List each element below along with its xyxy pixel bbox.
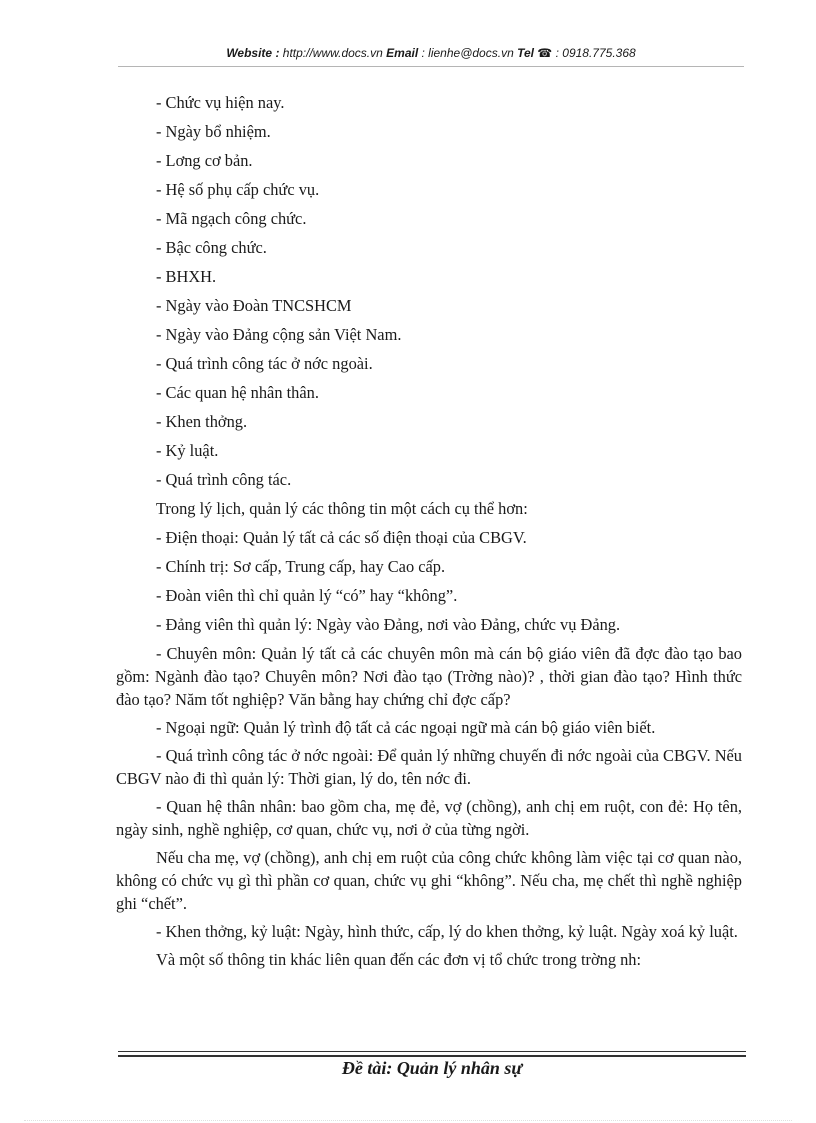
list-item: - Khen thởng. — [156, 412, 248, 431]
paragraph: - Quá trình công tác ở nớc ngoài: Để quản lý những chuyến đi nớc ngoài của CBGV. Nếu CBGV nào đi thì quản lý: Thời gian, lý do, tên nớc đi. — [116, 746, 742, 788]
list-item: - Quá trình công tác. — [156, 470, 292, 489]
tel-number: : 0918.775.368 — [555, 46, 636, 60]
paragraph: Nếu cha mẹ, vợ (chồng), anh chị em ruột của công chức không làm việc tại cơ quan nào, không có chức vụ gì thì phần cơ quan, chức vụ ghi “không”. Nếu cha, mẹ chết thì nghề nghiệp ghi “chết”. — [116, 848, 742, 913]
email-label: Email — [386, 46, 419, 60]
document-body — [116, 88, 742, 971]
list-item: - Kỷ luật. — [156, 441, 219, 460]
list-item: - Lơng cơ bản. — [156, 151, 253, 170]
page-header — [118, 46, 744, 60]
list-item: - Điện thoại: Quản lý tất cả các số điện thoại của CBGV. — [156, 528, 527, 547]
paragraph: - Chuyên môn: Quản lý tất cả các chuyên môn mà cán bộ giáo viên đã đợc đào tạo bao gồm: Ngành đào tạo? Chuyên môn? Nơi đào tạo (Trờng nào)? , thời gian đào tạo? Hình thức đào tạo? Năm tốt nghiệp? Văn bằng hay chứng chỉ đợc cấp? — [116, 644, 742, 709]
paragraph: - Ngoại ngữ: Quản lý trình độ tất cả các ngoại ngữ mà cán bộ giáo viên biết. — [156, 718, 656, 737]
page-bottom-border — [24, 1120, 792, 1121]
list-item: - Chức vụ hiện nay. — [156, 93, 285, 112]
list-item: - Quá trình công tác ở nớc ngoài. — [156, 354, 373, 373]
website-url[interactable]: http://www.docs.vn — [279, 46, 387, 60]
tel-label: Tel ☎ — [517, 46, 553, 60]
list-item: - Ngày bổ nhiệm. — [156, 122, 271, 141]
email-address[interactable]: : lienhe@docs.vn — [418, 46, 518, 60]
footer-divider-thick — [118, 1055, 746, 1057]
intro-line: Trong lý lịch, quản lý các thông tin một cách cụ thể hơn: — [156, 499, 528, 518]
website-label: Website : — [226, 46, 280, 60]
list-item: - Hệ số phụ cấp chức vụ. — [156, 180, 320, 199]
list-item: - Các quan hệ nhân thân. — [156, 383, 319, 402]
paragraph: - Quan hệ thân nhân: bao gồm cha, mẹ đẻ, vợ (chồng), anh chị em ruột, con đẻ: Họ tên, ngày sinh, nghề nghiệp, cơ quan, chức vụ, nơi ở của từng ngời. — [116, 797, 742, 839]
paragraph: - Khen thởng, kỷ luật: Ngày, hình thức, cấp, lý do khen thởng, kỷ luật. Ngày xoá kỷ luật. — [156, 922, 738, 941]
footer-divider — [118, 1051, 746, 1052]
list-item: - Bậc công chức. — [156, 238, 267, 257]
list-item: - Ngày vào Đảng cộng sản Việt Nam. — [156, 325, 402, 344]
list-item: - Mã ngạch công chức. — [156, 209, 307, 228]
list-item: - BHXH. — [156, 267, 217, 286]
list-item: - Chính trị: Sơ cấp, Trung cấp, hay Cao cấp. — [156, 557, 446, 576]
header-divider — [118, 66, 744, 67]
paragraph: Và một số thông tin khác liên quan đến các đơn vị tổ chức trong trờng nh: — [156, 950, 642, 969]
list-item: - Đảng viên thì quản lý: Ngày vào Đảng, nơi vào Đảng, chức vụ Đảng. — [156, 615, 621, 634]
list-item: - Đoàn viên thì chỉ quản lý “có” hay “không”. — [156, 586, 458, 605]
footer-title: Đề tài: Quản lý nhân sự — [341, 1058, 523, 1078]
list-item: - Ngày vào Đoàn TNCSHCM — [156, 296, 352, 315]
